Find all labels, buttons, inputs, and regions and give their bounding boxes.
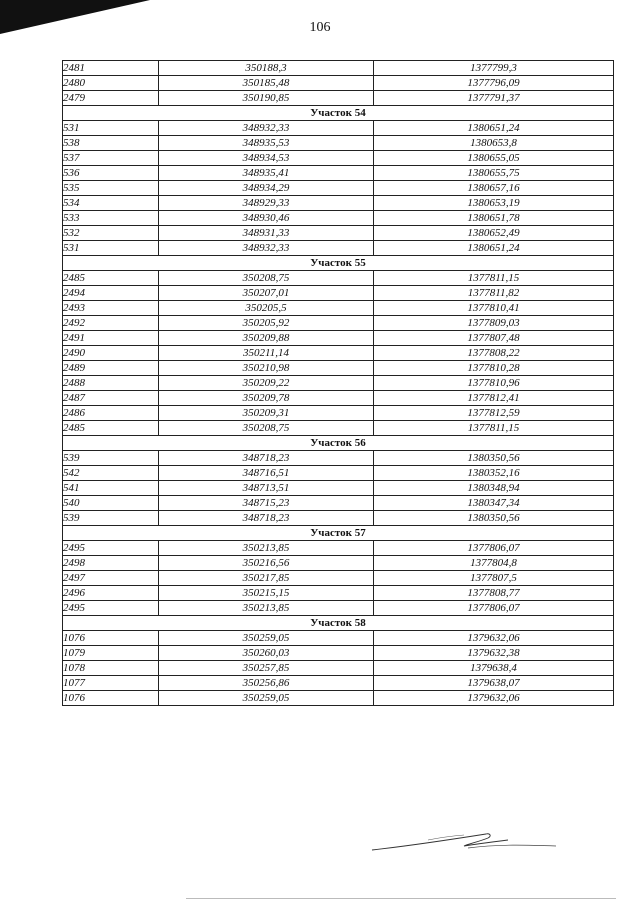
point-number-cell: 2479 xyxy=(63,91,159,106)
table-row xyxy=(63,196,614,211)
table-row xyxy=(63,151,614,166)
point-number-cell: 1076 xyxy=(63,631,159,646)
x-coordinate-cell: 350209,31 xyxy=(159,406,374,421)
point-number-cell: 539 xyxy=(63,451,159,466)
y-coordinate-cell: 1377812,41 xyxy=(374,391,614,406)
table-row xyxy=(63,61,614,76)
table-row xyxy=(63,241,614,256)
x-coordinate-cell: 348718,23 xyxy=(159,451,374,466)
x-coordinate-cell: 350257,85 xyxy=(159,661,374,676)
x-coordinate-cell: 350209,88 xyxy=(159,331,374,346)
x-coordinate-cell: 348932,33 xyxy=(159,121,374,136)
x-coordinate-cell: 350256,86 xyxy=(159,676,374,691)
section-header xyxy=(63,106,614,121)
point-number-cell: 1079 xyxy=(63,646,159,661)
x-coordinate-cell: 348930,46 xyxy=(159,211,374,226)
x-coordinate-cell: 350216,56 xyxy=(159,556,374,571)
table-row xyxy=(63,331,614,346)
x-coordinate-cell: 348715,23 xyxy=(159,496,374,511)
table-row xyxy=(63,301,614,316)
x-coordinate-cell: 348718,23 xyxy=(159,511,374,526)
coordinates-table xyxy=(62,60,614,706)
point-number-cell: 2497 xyxy=(63,571,159,586)
x-coordinate-cell: 350208,75 xyxy=(159,271,374,286)
point-number-cell: 542 xyxy=(63,466,159,481)
table-row xyxy=(63,571,614,586)
x-coordinate-cell: 350207,01 xyxy=(159,286,374,301)
y-coordinate-cell: 1377811,15 xyxy=(374,421,614,436)
point-number-cell: 2488 xyxy=(63,376,159,391)
point-number-cell: 532 xyxy=(63,226,159,241)
y-coordinate-cell: 1377808,22 xyxy=(374,346,614,361)
page-number: 106 xyxy=(309,20,331,35)
x-coordinate-cell: 350211,14 xyxy=(159,346,374,361)
y-coordinate-cell: 1380352,16 xyxy=(374,466,614,481)
section-title: Участок 58 xyxy=(63,616,614,631)
point-number-cell: 534 xyxy=(63,196,159,211)
y-coordinate-cell: 1377810,96 xyxy=(374,376,614,391)
y-coordinate-cell: 1379632,06 xyxy=(374,691,614,706)
x-coordinate-cell: 350188,3 xyxy=(159,61,374,76)
point-number-cell: 2480 xyxy=(63,76,159,91)
y-coordinate-cell: 1379638,4 xyxy=(374,661,614,676)
x-coordinate-cell: 350205,5 xyxy=(159,301,374,316)
table-row xyxy=(63,661,614,676)
table-row xyxy=(63,391,614,406)
point-number-cell: 2481 xyxy=(63,61,159,76)
point-number-cell: 533 xyxy=(63,211,159,226)
table-row xyxy=(63,451,614,466)
y-coordinate-cell: 1380651,24 xyxy=(374,121,614,136)
y-coordinate-cell: 1377807,48 xyxy=(374,331,614,346)
x-coordinate-cell: 350210,98 xyxy=(159,361,374,376)
y-coordinate-cell: 1377809,03 xyxy=(374,316,614,331)
point-number-cell: 2496 xyxy=(63,586,159,601)
point-number-cell: 2493 xyxy=(63,301,159,316)
y-coordinate-cell: 1377796,09 xyxy=(374,76,614,91)
point-number-cell: 537 xyxy=(63,151,159,166)
section-title: Участок 54 xyxy=(63,106,614,121)
x-coordinate-cell: 350213,85 xyxy=(159,541,374,556)
table-row xyxy=(63,541,614,556)
section-title: Участок 55 xyxy=(63,256,614,271)
y-coordinate-cell: 1379632,38 xyxy=(374,646,614,661)
point-number-cell: 1076 xyxy=(63,691,159,706)
section-header xyxy=(63,526,614,541)
y-coordinate-cell: 1377812,59 xyxy=(374,406,614,421)
x-coordinate-cell: 350259,05 xyxy=(159,631,374,646)
point-number-cell: 531 xyxy=(63,121,159,136)
section-title: Участок 57 xyxy=(63,526,614,541)
section-header xyxy=(63,616,614,631)
y-coordinate-cell: 1380651,24 xyxy=(374,241,614,256)
table-row xyxy=(63,91,614,106)
y-coordinate-cell: 1377804,8 xyxy=(374,556,614,571)
y-coordinate-cell: 1380348,94 xyxy=(374,481,614,496)
y-coordinate-cell: 1380653,8 xyxy=(374,136,614,151)
y-coordinate-cell: 1377811,15 xyxy=(374,271,614,286)
y-coordinate-cell: 1379632,06 xyxy=(374,631,614,646)
x-coordinate-cell: 348713,51 xyxy=(159,481,374,496)
y-coordinate-cell: 1380347,34 xyxy=(374,496,614,511)
x-coordinate-cell: 350259,05 xyxy=(159,691,374,706)
y-coordinate-cell: 1377806,07 xyxy=(374,541,614,556)
point-number-cell: 531 xyxy=(63,241,159,256)
point-number-cell: 2489 xyxy=(63,361,159,376)
x-coordinate-cell: 348935,53 xyxy=(159,136,374,151)
x-coordinate-cell: 350215,15 xyxy=(159,586,374,601)
y-coordinate-cell: 1380657,16 xyxy=(374,181,614,196)
point-number-cell: 2485 xyxy=(63,421,159,436)
section-header xyxy=(63,436,614,451)
table-row xyxy=(63,76,614,91)
y-coordinate-cell: 1380653,19 xyxy=(374,196,614,211)
x-coordinate-cell: 350205,92 xyxy=(159,316,374,331)
table-row xyxy=(63,121,614,136)
table-row xyxy=(63,271,614,286)
table-row xyxy=(63,211,614,226)
x-coordinate-cell: 350185,48 xyxy=(159,76,374,91)
point-number-cell: 2485 xyxy=(63,271,159,286)
table-row xyxy=(63,346,614,361)
y-coordinate-cell: 1380655,05 xyxy=(374,151,614,166)
y-coordinate-cell: 1377810,28 xyxy=(374,361,614,376)
y-coordinate-cell: 1377810,41 xyxy=(374,301,614,316)
table-row xyxy=(63,691,614,706)
x-coordinate-cell: 350208,75 xyxy=(159,421,374,436)
point-number-cell: 2487 xyxy=(63,391,159,406)
y-coordinate-cell: 1379638,07 xyxy=(374,676,614,691)
point-number-cell: 541 xyxy=(63,481,159,496)
y-coordinate-cell: 1380652,49 xyxy=(374,226,614,241)
table-row xyxy=(63,676,614,691)
x-coordinate-cell: 348716,51 xyxy=(159,466,374,481)
table-row xyxy=(63,481,614,496)
signature xyxy=(368,826,558,856)
section-title: Участок 56 xyxy=(63,436,614,451)
x-coordinate-cell: 350213,85 xyxy=(159,601,374,616)
table-row xyxy=(63,361,614,376)
table-row xyxy=(63,166,614,181)
point-number-cell: 1078 xyxy=(63,661,159,676)
y-coordinate-cell: 1380655,75 xyxy=(374,166,614,181)
table-row xyxy=(63,286,614,301)
point-number-cell: 2492 xyxy=(63,316,159,331)
table-row xyxy=(63,181,614,196)
point-number-cell: 2495 xyxy=(63,541,159,556)
table-row xyxy=(63,556,614,571)
point-number-cell: 538 xyxy=(63,136,159,151)
x-coordinate-cell: 348934,53 xyxy=(159,151,374,166)
point-number-cell: 2494 xyxy=(63,286,159,301)
x-coordinate-cell: 350217,85 xyxy=(159,571,374,586)
x-coordinate-cell: 348929,33 xyxy=(159,196,374,211)
point-number-cell: 2486 xyxy=(63,406,159,421)
coordinates-table-body xyxy=(63,61,614,706)
table-row xyxy=(63,376,614,391)
x-coordinate-cell: 350209,22 xyxy=(159,376,374,391)
point-number-cell: 539 xyxy=(63,511,159,526)
table-row xyxy=(63,646,614,661)
point-number-cell: 540 xyxy=(63,496,159,511)
x-coordinate-cell: 348932,33 xyxy=(159,241,374,256)
y-coordinate-cell: 1377807,5 xyxy=(374,571,614,586)
x-coordinate-cell: 350209,78 xyxy=(159,391,374,406)
point-number-cell: 536 xyxy=(63,166,159,181)
point-number-cell: 2495 xyxy=(63,601,159,616)
table-row xyxy=(63,511,614,526)
table-row xyxy=(63,496,614,511)
table-row xyxy=(63,406,614,421)
x-coordinate-cell: 350260,03 xyxy=(159,646,374,661)
y-coordinate-cell: 1377806,07 xyxy=(374,601,614,616)
table-row xyxy=(63,226,614,241)
table-row xyxy=(63,421,614,436)
y-coordinate-cell: 1380350,56 xyxy=(374,511,614,526)
section-header xyxy=(63,256,614,271)
bottom-scan-line xyxy=(186,898,616,899)
table-row xyxy=(63,586,614,601)
x-coordinate-cell: 348934,29 xyxy=(159,181,374,196)
y-coordinate-cell: 1380651,78 xyxy=(374,211,614,226)
x-coordinate-cell: 348931,33 xyxy=(159,226,374,241)
point-number-cell: 2490 xyxy=(63,346,159,361)
point-number-cell: 2491 xyxy=(63,331,159,346)
x-coordinate-cell: 350190,85 xyxy=(159,91,374,106)
table-row xyxy=(63,466,614,481)
x-coordinate-cell: 348935,41 xyxy=(159,166,374,181)
table-row xyxy=(63,631,614,646)
table-row xyxy=(63,136,614,151)
table-row xyxy=(63,601,614,616)
y-coordinate-cell: 1380350,56 xyxy=(374,451,614,466)
y-coordinate-cell: 1377791,37 xyxy=(374,91,614,106)
y-coordinate-cell: 1377808,77 xyxy=(374,586,614,601)
point-number-cell: 535 xyxy=(63,181,159,196)
y-coordinate-cell: 1377799,3 xyxy=(374,61,614,76)
table-row xyxy=(63,316,614,331)
point-number-cell: 1077 xyxy=(63,676,159,691)
point-number-cell: 2498 xyxy=(63,556,159,571)
y-coordinate-cell: 1377811,82 xyxy=(374,286,614,301)
